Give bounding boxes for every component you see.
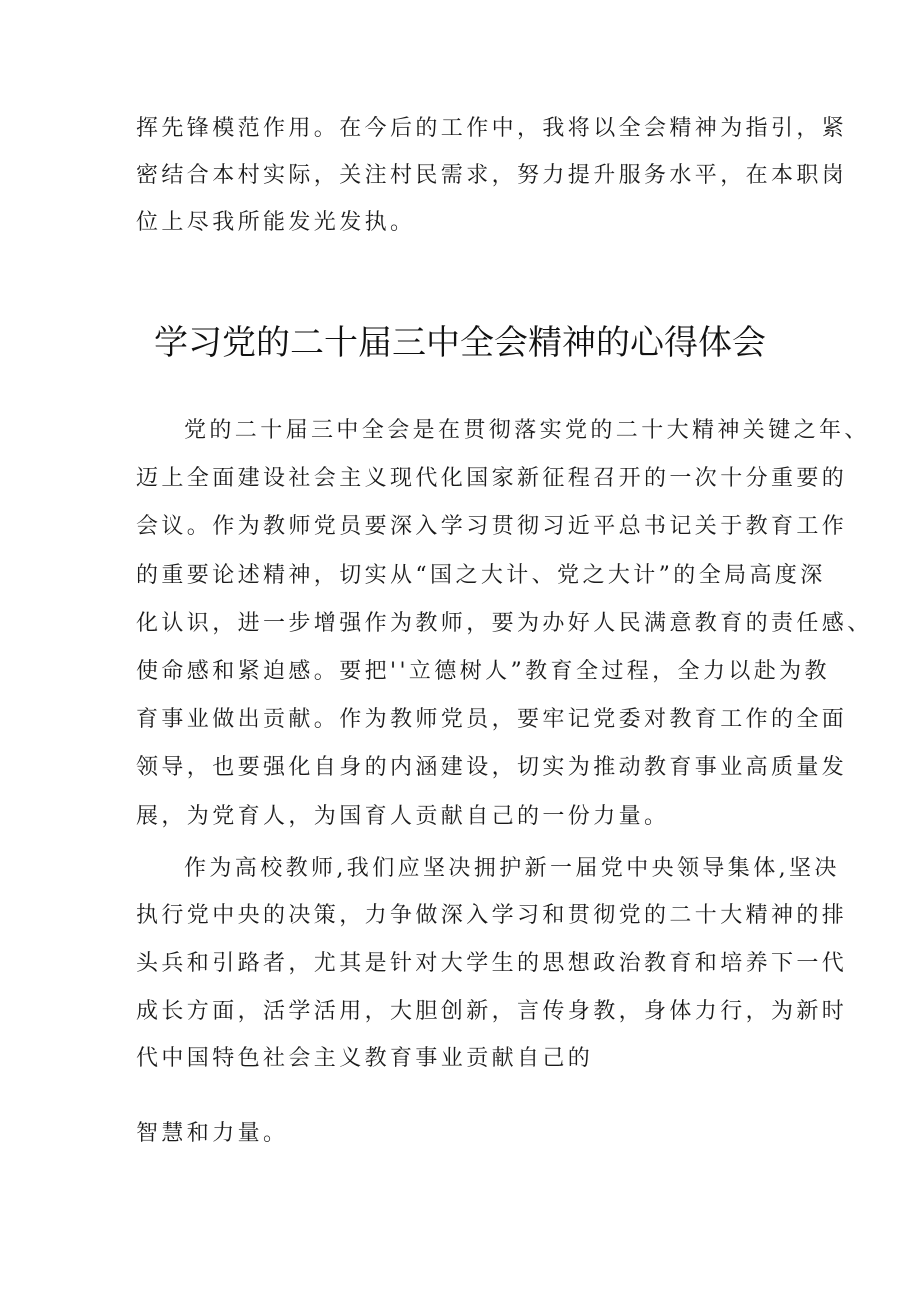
- paragraph1-line: 党的二十届三中全会是在贯彻落实党的二十大精神关键之年、: [184, 418, 870, 443]
- paragraph2-line: 代中国特色社会主义教育事业贡献自己的: [136, 1046, 594, 1071]
- article-title: 学习党的二十届三中全会精神的心得体会: [154, 323, 766, 363]
- trailing-line: 智慧和力量。: [136, 1121, 289, 1146]
- top-paragraph-line: 密结合本村实际，关注村民需求，努力提升服务水平，在本职岗: [136, 163, 848, 188]
- paragraph1-line: 育事业做出贡献。作为教师党员，要牢记党委对教育工作的全面: [136, 707, 848, 732]
- paragraph2-line: 头兵和引路者，尤其是针对大学生的思想政治教育和培养下一代: [136, 951, 848, 976]
- paragraph2-line: 执行党中央的决策，力争做深入学习和贯彻党的二十大精神的排: [136, 903, 848, 928]
- paragraph1-line: 展，为党育人，为国育人贡献自己的一份力量。: [136, 804, 670, 829]
- top-paragraph-line: 挥先锋模范作用。在今后的工作中，我将以全会精神为指引，紧: [136, 116, 848, 141]
- paragraph1-line: 使命感和紧迫感。要把''立德树人”教育全过程，全力以赴为教: [136, 659, 830, 684]
- paragraph2-line: 成长方面，活学活用，大胆创新，言传身教，身体力行，为新时: [136, 999, 848, 1024]
- paragraph1-line: 领导，也要强化自身的内涵建设，切实为推动教育事业高质量发: [136, 755, 848, 780]
- paragraph1-line: 的重要论述精神，切实从“国之大计、党之大计”的全局高度深: [136, 563, 826, 588]
- paragraph1-line: 迈上全面建设社会主义现代化国家新征程召开的一次十分重要的: [136, 466, 848, 491]
- paragraph1-line: 化认识，进一步增强作为教师，要为办好人民满意教育的责任感、: [136, 611, 873, 636]
- paragraph2-line: 作为高校教师,我们应坚决拥护新一届党中央领导集体,坚决: [184, 856, 840, 881]
- paragraph1-line: 会议。作为教师党员要深入学习贯彻习近平总书记关于教育工作: [136, 514, 848, 539]
- top-paragraph-line: 位上尽我所能发光发执。: [136, 210, 416, 235]
